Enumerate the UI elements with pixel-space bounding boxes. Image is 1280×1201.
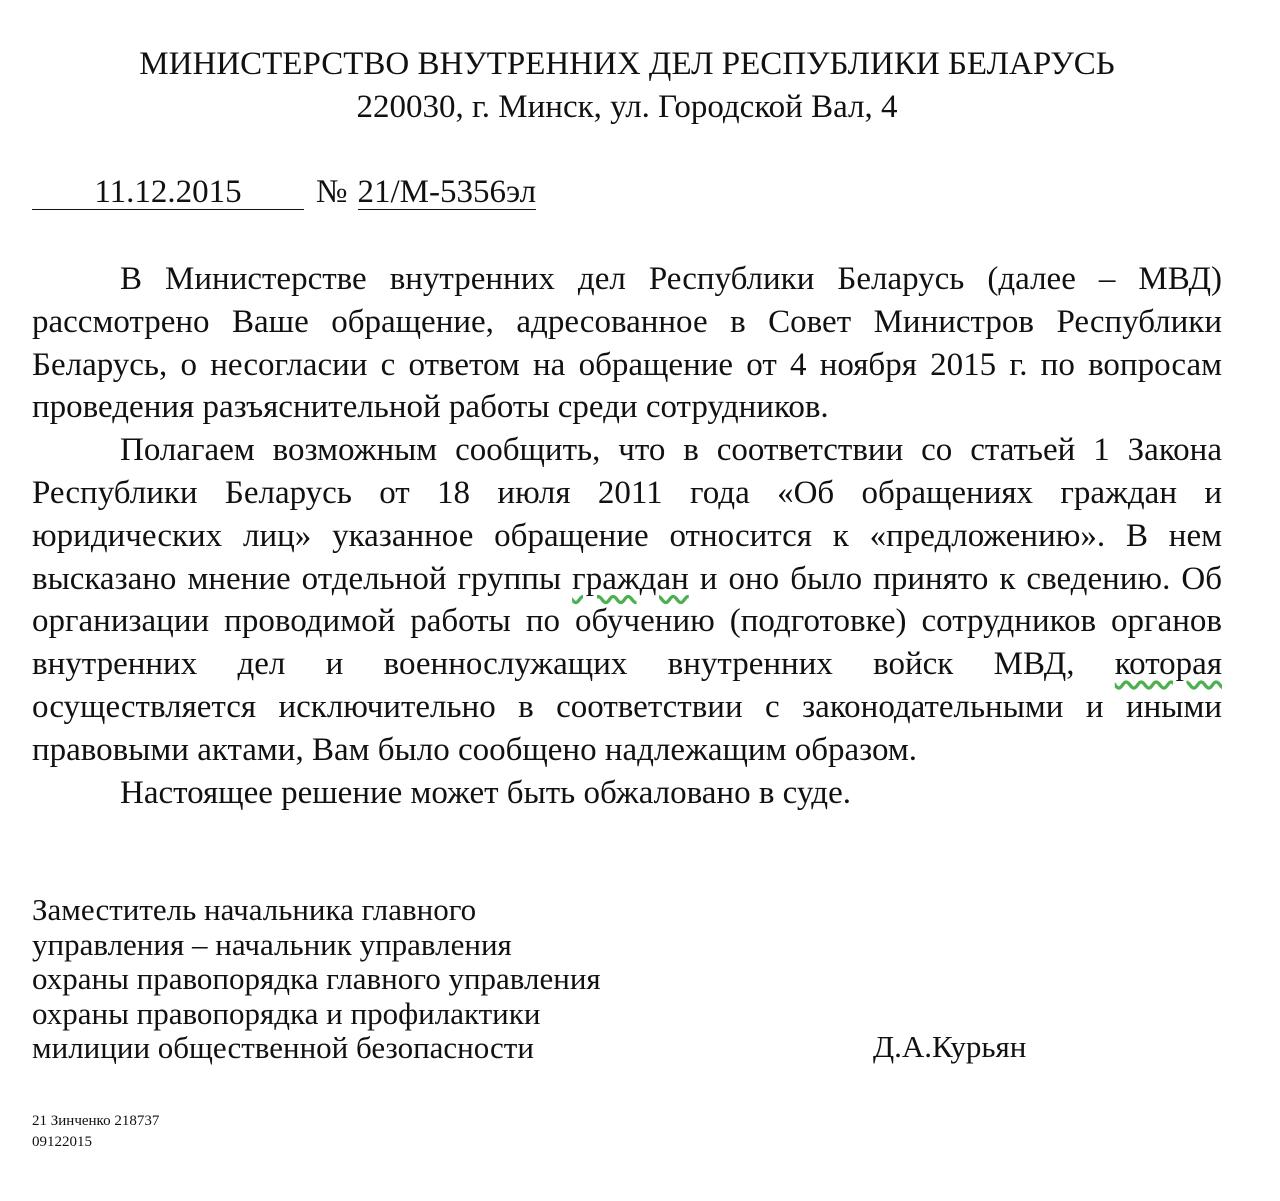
executor-date: 09122015 [32, 1134, 92, 1150]
number-label: № [316, 174, 348, 210]
executor-footnote [32, 1111, 159, 1153]
signer-position-line: милиции общественной безопасности [32, 1030, 534, 1065]
signer-position-line: охраны правопорядка главного управления [32, 961, 601, 996]
letter-date: 11.12.2015 [32, 175, 304, 210]
paragraph-1: В Министерстве внутренних дел Республики Беларусь (далее – МВД) рассмотрено Ваше обращение, адресованное в Совет Министров Республики Беларусь, о несогласии с ответом на обращение от 4 ноября 2015 г. по вопросам проведения разъяснительной работы среди сотрудников. [32, 261, 1222, 426]
letter-number: 21/М-5356эл [357, 174, 537, 210]
paragraph-2-part-a: Полагаем возможным сообщить, что в соответствии со статьей 1 Закона Республики Беларусь от 18 июля 2011 года «Об обращениях граждан и юридических лиц» указанное обращение относится к «предложению». В нем высказано мнение отдельной группы [32, 432, 1222, 597]
executor-line: 21 Зинченко 218737 [32, 1113, 160, 1129]
paragraph-3: Настоящее решение может быть обжаловано в суде. [120, 774, 851, 811]
signer-position-line: управления – начальник управления [32, 926, 512, 962]
ministry-address: 220030, г. Минск, ул. Городской Вал, 4 [356, 89, 898, 125]
signer-position-line: Заместитель начальника главного [32, 892, 477, 927]
ministry-title: МИНИСТЕРСТВО ВНУТРЕННИХ ДЕЛ РЕСПУБЛИКИ БЕЛАРУСЬ [139, 46, 1115, 82]
paragraph-2-part-b: и оно было принято к сведению. Об организации проводимой работы по обучению (подготовке) сотрудников органов внутренних дел и военнослужащих внутренних войск МВД, [32, 560, 1223, 683]
signer-position-line: охраны правопорядка и профилактики [32, 995, 541, 1031]
signer-position [32, 893, 792, 1066]
spellcheck-word-citizens: граждан [572, 560, 689, 597]
signer-name: Д.А.Курьян [873, 1029, 1027, 1064]
letter-body [32, 258, 1222, 814]
reference-line [32, 172, 536, 212]
paragraph-2-part-c: осуществляется исключительно в соответствии с законодательными и иными правовыми актами, Вам было сообщено надлежащим образом. [32, 688, 1222, 768]
paragraph-2 [32, 429, 1222, 771]
spellcheck-word-which: которая [1114, 646, 1222, 683]
